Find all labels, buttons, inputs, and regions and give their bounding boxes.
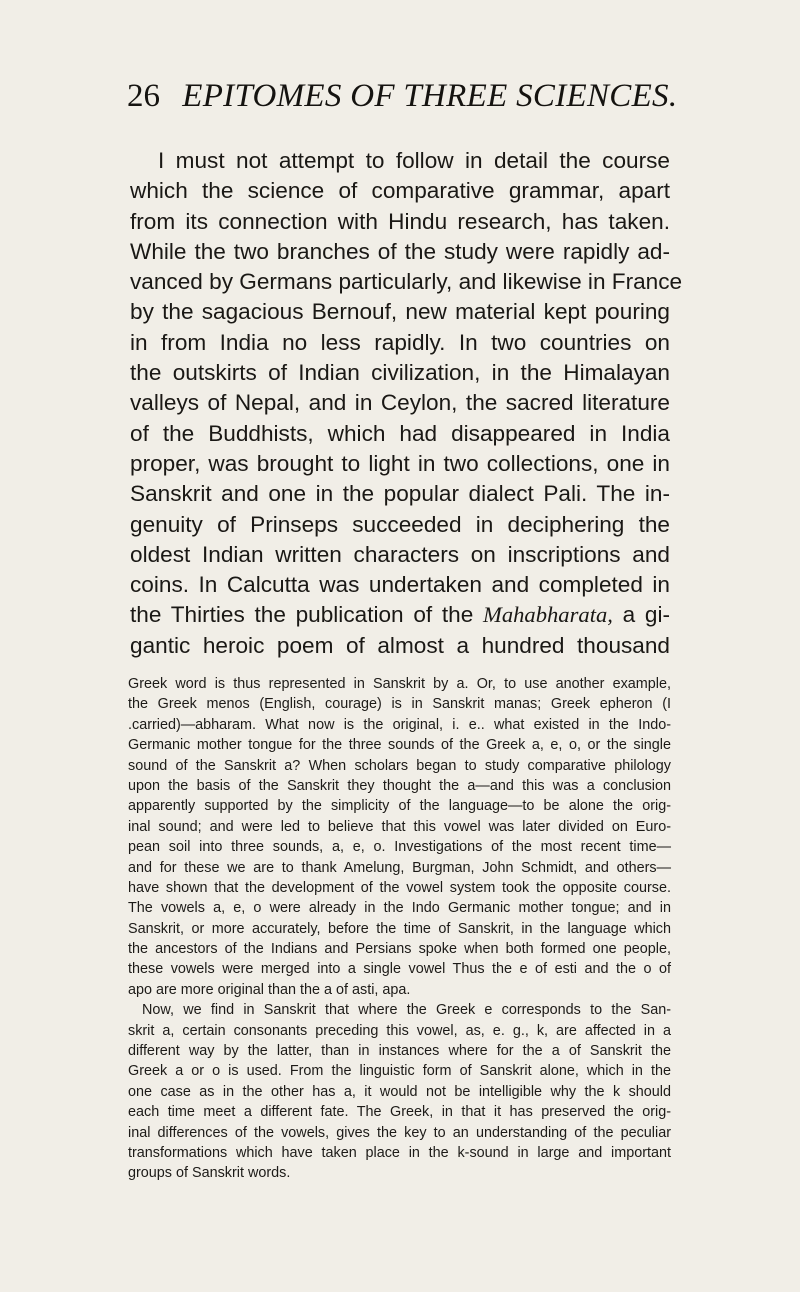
paragraph-line: which the science of comparative grammar, apart (130, 178, 670, 204)
footnote-line: groups of Sanskrit words. (128, 1165, 291, 1182)
footnote-line: Now, we find in Sanskrit that where the Greek e corresponds to the San- (142, 1002, 671, 1019)
epic-title: Mahabharata, (483, 602, 613, 628)
footnote-line: skrit a, certain consonants preceding this vowel, as, e. g., k, are affected in a (128, 1022, 671, 1039)
footnote-line: .carried)—abharam. What now is the original, i. e.. what existed in the Indo- (128, 716, 671, 733)
footnote-line: these vowels were merged into a single vowel Thus the e of esti and the o of (128, 961, 671, 978)
footnote-line: The vowels a, e, o were already in the Indo Germanic mother tongue; and in (128, 900, 671, 917)
paragraph-line: genuity of Prinseps succeeded in deciphering the (130, 511, 670, 537)
footnote-block (128, 674, 671, 1184)
paragraph-line: by the sagacious Bernouf, new material kept pouring (130, 299, 670, 325)
line-tail: a gi- (612, 602, 671, 628)
footnote-line: each time meet a different fate. The Greek, in that it has preserved the orig- (128, 1104, 671, 1121)
paragraph-line: proper, was brought to light in two collections, one in (130, 450, 670, 476)
footnote-line: have shown that the development of the vowel system took the opposite course. (128, 879, 671, 896)
paragraph-line: coins. In Calcutta was undertaken and completed in (130, 572, 670, 598)
paragraph-line: of the Buddhists, which had disappeared in India (130, 420, 670, 446)
footnote-line: upon the basis of the Sanskrit they thought the a—and this was a conclusion (128, 777, 671, 794)
footnote-line: inal differences of the vowels, gives the key to an understanding of the peculiar (128, 1124, 671, 1141)
paragraph-line-with-title (130, 600, 670, 630)
page-number: 26 (127, 78, 160, 114)
paragraph-line: valleys of Nepal, and in Ceylon, the sacred literature (130, 390, 670, 416)
footnote-line: the ancestors of the Indians and Persians spoke when both formed one people, (128, 941, 671, 958)
footnote-line: Sanskrit, or more accurately, before the time of Sanskrit, in the language which (128, 920, 671, 937)
footnote-line: and for these we are to thank Amelung, Burgman, John Schmidt, and others— (128, 859, 671, 876)
footnote-line: Greek a or o is used. From the linguistic form of Sanskrit alone, which in the (128, 1063, 671, 1080)
footnote-line: pean soil into three sounds, a, e, o. Investigations of the most recent time— (128, 839, 671, 856)
footnote-line: one case as in the other has a, it would not be intelligible why the k should (128, 1083, 671, 1100)
paragraph-line: oldest Indian written characters on inscriptions and (130, 541, 670, 567)
footnote-line: inal sound; and were led to believe that this vowel was later divided on Euro- (128, 818, 671, 835)
paragraph-line: While the two branches of the study were rapidly ad- (130, 238, 670, 264)
paragraph-line: Sanskrit and one in the popular dialect Pali. The in- (130, 481, 670, 507)
footnote-line: transformations which have taken place in the k-sound in large and important (128, 1144, 671, 1161)
paragraph-line: I must not attempt to follow in detail the course (158, 148, 670, 173)
paragraph-line: in from India no less rapidly. In two countries on (130, 329, 670, 355)
running-title: EPITOMES OF THREE SCIENCES. (182, 78, 678, 114)
paragraph-line: vanced by Germans particularly, and likewise in France (130, 269, 683, 295)
paragraph-line: the outskirts of Indian civilization, in the Himalayan (130, 360, 670, 386)
footnote-line: apo are more original than the a of asti, apa. (128, 981, 411, 998)
footnote-line: the Greek menos (English, courage) is in Sanskrit manas; Greek epheron (I (128, 696, 671, 713)
running-header (127, 76, 687, 116)
footnote-line: Germanic mother tongue for the three sounds of the Greek a, e, o, or the single (128, 737, 671, 754)
footnote-line: different way by the latter, than in instances where for the a of Sanskrit the (128, 1043, 671, 1060)
paragraph-line: from its connection with Hindu research, has taken. (130, 208, 670, 234)
main-paragraph (130, 146, 683, 661)
footnote-line: Greek word is thus represented in Sanskrit by a. Or, to use another example, (128, 676, 671, 692)
footnote-line: sound of the Sanskrit a? When scholars began to study comparative philology (128, 757, 671, 774)
footnote-line: apparently supported by the simplicity of the language—to be alone the orig- (128, 798, 671, 815)
paragraph-line: gantic heroic poem of almost a hundred thousand (130, 632, 670, 658)
line-head: the Thirties the publication of the (130, 602, 483, 628)
